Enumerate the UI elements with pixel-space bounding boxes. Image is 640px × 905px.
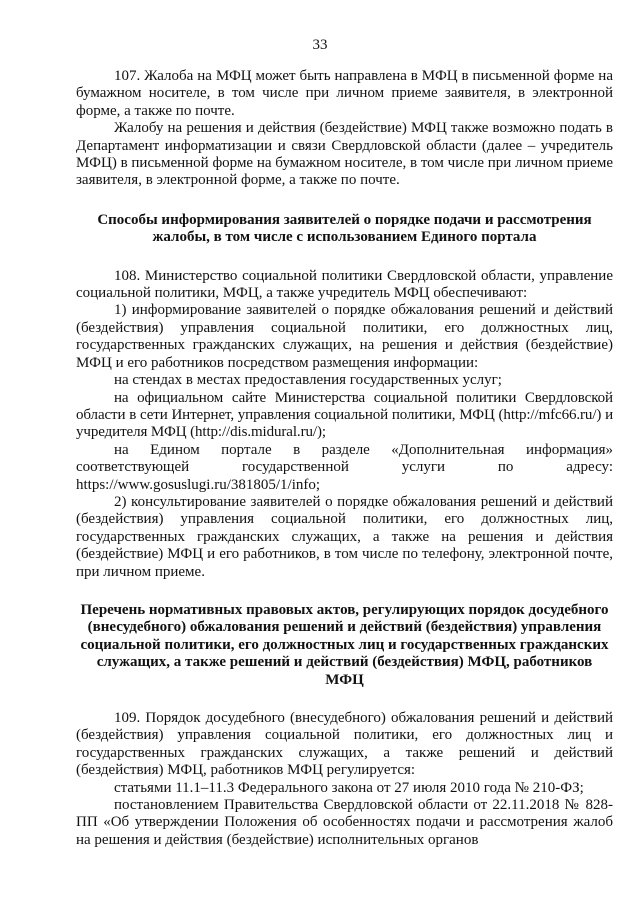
- paragraph-108-website: на официальном сайте Министерства социальной политики Свердловской области в сети Интернет, управления социальной политики, МФЦ (http://mfc66.ru/) и учредителя МФЦ (http://dis.midural.ru/);: [76, 389, 613, 441]
- paragraph-108-portal: на Едином портале в разделе «Дополнительная информация» соответствующей государственной услуги по адресу: https://www.gosuslugi.ru/381805/1/info;: [76, 441, 613, 493]
- section-heading-informing: Способы информирования заявителей о порядке подачи и рассмотрения жалобы, в том числе с использованием Единого портала: [97, 211, 592, 246]
- page-number: 33: [312, 37, 328, 53]
- paragraph-107-complaint-department: Жалобу на решения и действия (бездействие) МФЦ также возможно подать в Департамент информатизации и связи Свердловской области (далее – учредитель МФЦ) в письменной форме на бумажном носителе, в том числе при личном приеме заявителя, в электронной форме, а также по почте.: [76, 120, 613, 189]
- document-body: [76, 68, 613, 849]
- paragraph-108-item-1: 1) информирование заявителей о порядке обжалования решений и действий (бездействия) управления социальной политики, его должностных лиц, государственных гражданских служащих, на решения и действия (бездействие) МФЦ и его работников посредством размещения информации:: [76, 302, 613, 371]
- paragraph-109-intro: 109. Порядок досудебного (внесудебного) обжалования решений и действий (бездействия) управления социальной политики, его должностных лиц и государственных гражданских служащих, а также решений и действий (бездействия) МФЦ, работников МФЦ регулируется:: [76, 710, 613, 779]
- paragraph-108-intro: 108. Министерство социальной политики Свердловской области, управление социальной политики, МФЦ, а также учредитель МФЦ обеспечивают:: [76, 267, 613, 302]
- paragraph-108-item-2: 2) консультирование заявителей о порядке обжалования решений и действий (бездействия) управления социальной политики, его должностных лиц, государственных гражданских служащих, а также на решения и действия (бездействие) МФЦ и его работников, в том числе по телефону, электронной почте, при личном приеме.: [76, 493, 613, 580]
- paragraph-109-resolution: постановлением Правительства Свердловской области от 22.11.2018 № 828-ПП «Об утверждении Положения об особенностях подачи и рассмотрения жалоб на решения и действия (бездействие) исполнительных органов: [76, 797, 613, 848]
- paragraph-109-law: статьями 11.1–11.3 Федерального закона от 27 июля 2010 года № 210-ФЗ;: [114, 779, 584, 796]
- section-heading-regulations: Перечень нормативных правовых актов, регулирующих порядок досудебного (внесудебного) обжалования решений и действий (бездействия) управления социальной политики, его должностных лиц и государственных гражданских служащих, а также решений и действий (бездействия) МФЦ, работников МФЦ: [80, 601, 609, 688]
- paragraph-107: 107. Жалоба на МФЦ может быть направлена в МФЦ в письменной форме на бумажном носителе, в том числе при личном приеме заявителя, в электронной форме, а также по почте.: [76, 68, 613, 119]
- paragraph-108-stands: на стендах в местах предоставления государственных услуг;: [114, 372, 502, 389]
